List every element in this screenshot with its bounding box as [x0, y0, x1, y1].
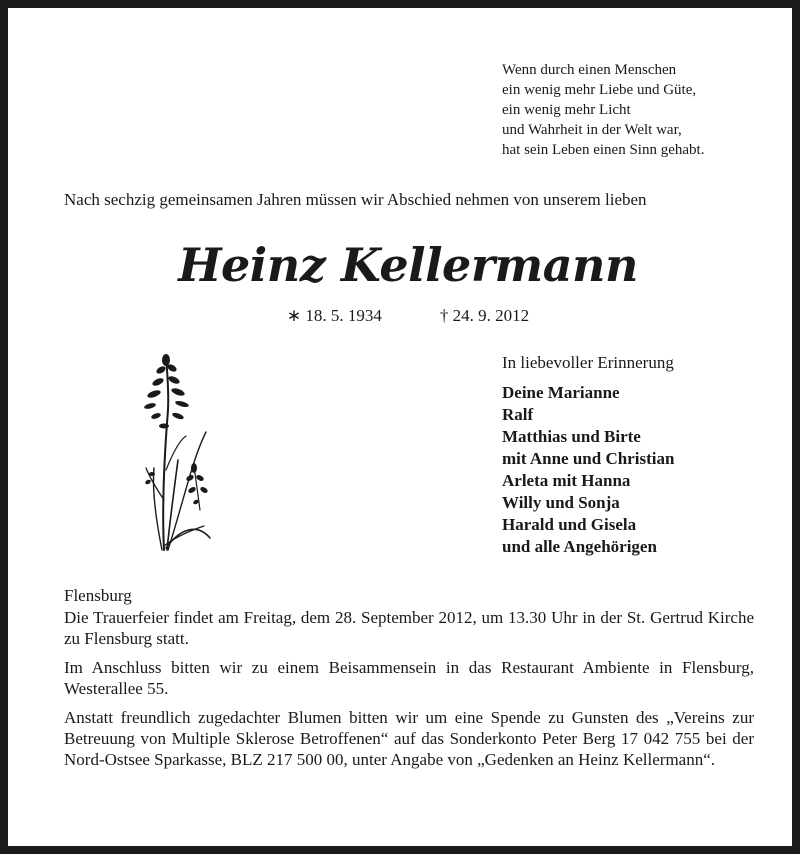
mourner-name: Harald und Gisela [502, 515, 637, 534]
poem-line: Wenn durch einen Menschen [502, 62, 677, 78]
mourner-name: und alle Angehörigen [502, 537, 657, 556]
poem-line: hat sein Leben einen Sinn gehabt. [502, 142, 705, 158]
funeral-details [64, 585, 754, 778]
memorial-poem [502, 60, 772, 160]
life-dates [8, 306, 800, 326]
gathering-text: Im Anschluss bitten wir zu einem Beisammensein in das Restaurant Ambiente in Flensburg, Westerallee 55. [64, 658, 754, 698]
poem-line: und Wahrheit in der Welt war, [502, 122, 682, 138]
poem-line: ein wenig mehr Liebe und Güte, [502, 82, 697, 98]
memory-heading: In liebevoller Erinnerung [502, 353, 674, 372]
deceased-name: Heinz Kellermann [178, 238, 638, 292]
place-name: Flensburg [64, 586, 132, 605]
death-date: † 24. 9. 2012 [439, 306, 530, 325]
mourner-name: Willy und Sonja [502, 493, 620, 512]
mourner-name: mit Anne und Christian [502, 449, 675, 468]
mourner-name: Matthias und Birte [502, 427, 641, 446]
mourner-name: Deine Marianne [502, 383, 620, 402]
mourner-name: Ralf [502, 405, 534, 424]
donation-text: Anstatt freundlich zugedachter Blumen bitten wir um eine Spende zu Gunsten des „Vereins zur Betreuung von Multiple Sklerose Betroffenen“ auf das Sonderkonto Peter Berg 17 042 755 bei der Nord-Ostsee Sparkasse, BLZ 217 500 00, unter Angabe von „Gedenken an Heinz Kellermann“. [64, 708, 754, 769]
poem-line: ein wenig mehr Licht [502, 102, 631, 118]
grass-stalk-icon [134, 350, 224, 559]
funeral-service-text: Die Trauerfeier findet am Freitag, dem 28. September 2012, um 13.30 Uhr in der St. Gertrud Kirche zu Flensburg statt. [64, 608, 754, 648]
birth-date: ∗ 18. 5. 1934 [286, 306, 382, 325]
mourner-name: Arleta mit Hanna [502, 471, 631, 490]
mourners-list [502, 382, 674, 558]
intro-text: Nach sechzig gemeinsamen Jahren müssen wir Abschied nehmen von unserem lieben [64, 190, 647, 209]
